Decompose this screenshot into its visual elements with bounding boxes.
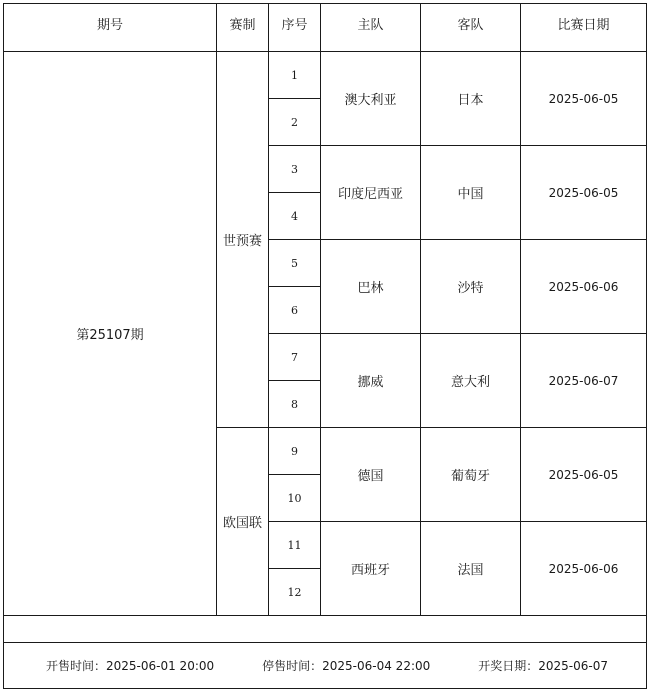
- away-team: 中国: [421, 146, 521, 240]
- match-date: 2025-06-05: [521, 52, 647, 146]
- away-team: 日本: [421, 52, 521, 146]
- header-seq: 序号: [269, 4, 321, 52]
- seq-cell: 7: [269, 334, 321, 381]
- match-date: 2025-06-07: [521, 334, 647, 428]
- seq-cell: 9: [269, 428, 321, 475]
- header-period: 期号: [4, 4, 217, 52]
- seq-cell: 3: [269, 146, 321, 193]
- header-row: [4, 4, 647, 52]
- seq-cell: 1: [269, 52, 321, 99]
- away-team: 葡萄牙: [421, 428, 521, 522]
- spacer-row: [4, 616, 647, 643]
- away-team: 意大利: [421, 334, 521, 428]
- draw-date: 开奖日期：2025-06-07: [478, 659, 608, 673]
- home-team: 巴林: [321, 240, 421, 334]
- away-team: 沙特: [421, 240, 521, 334]
- footer-cell: [4, 643, 647, 689]
- home-team: 澳大利亚: [321, 52, 421, 146]
- schedule-table: [3, 3, 647, 689]
- format-cell: 欧国联: [217, 428, 269, 616]
- seq-cell: 10: [269, 475, 321, 522]
- home-team: 德国: [321, 428, 421, 522]
- seq-cell: 5: [269, 240, 321, 287]
- format-cell: 世预赛: [217, 52, 269, 428]
- away-team: 法国: [421, 522, 521, 616]
- seq-cell: 8: [269, 381, 321, 428]
- sale-start-time: 开售时间：2025-06-01 20:00: [46, 659, 215, 673]
- match-date: 2025-06-06: [521, 522, 647, 616]
- home-team: 印度尼西亚: [321, 146, 421, 240]
- home-team: 挪威: [321, 334, 421, 428]
- seq-cell: 2: [269, 99, 321, 146]
- table-row: [4, 52, 647, 99]
- header-home: 主队: [321, 4, 421, 52]
- header-away: 客队: [421, 4, 521, 52]
- header-date: 比赛日期: [521, 4, 647, 52]
- match-date: 2025-06-05: [521, 146, 647, 240]
- seq-cell: 6: [269, 287, 321, 334]
- sale-stop-time: 停售时间：2025-06-04 22:00: [262, 659, 431, 673]
- home-team: 西班牙: [321, 522, 421, 616]
- header-format: 赛制: [217, 4, 269, 52]
- seq-cell: 12: [269, 569, 321, 616]
- spacer-cell: [4, 616, 647, 643]
- seq-cell: 4: [269, 193, 321, 240]
- match-date: 2025-06-06: [521, 240, 647, 334]
- match-date: 2025-06-05: [521, 428, 647, 522]
- footer-row: [4, 643, 647, 689]
- period-cell: 第25107期: [4, 52, 217, 616]
- seq-cell: 11: [269, 522, 321, 569]
